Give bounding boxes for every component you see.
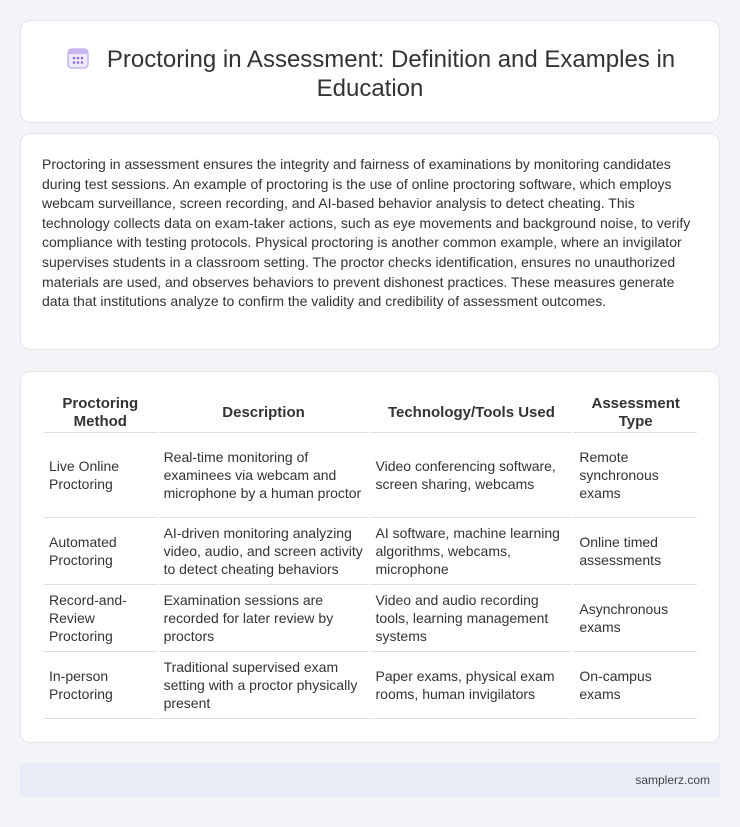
- table-cell: Record-and-Review Proctoring: [44, 585, 157, 652]
- table-cell: On-campus exams: [574, 652, 697, 719]
- table-cell: Traditional supervised exam setting with a proctor physically present: [159, 652, 369, 719]
- table-row: [44, 652, 697, 719]
- table-cell: AI software, machine learning algorithms, webcams, microphone: [371, 518, 573, 585]
- header-cell: Assessment Type: [574, 393, 697, 433]
- table-row: [44, 518, 697, 585]
- table-cell: Automated Proctoring: [44, 518, 157, 585]
- table-card: [20, 371, 720, 743]
- calendar-icon: [65, 45, 91, 71]
- page-title-text: Proctoring in Assessment: Definition and Examples in Education: [106, 46, 676, 102]
- header-cell: Technology/Tools Used: [371, 393, 573, 433]
- table-row: [44, 433, 697, 518]
- header-cell: Description: [159, 393, 369, 433]
- intro-card: [20, 133, 720, 350]
- table-cell: AI-driven monitoring analyzing video, audio, and screen activity to detect cheating behaviors: [159, 518, 369, 585]
- footer: [20, 763, 720, 797]
- table-cell: Real-time monitoring of examinees via webcam and microphone by a human proctor: [159, 433, 369, 518]
- table-cell: Online timed assessments: [574, 518, 697, 585]
- page-title: [21, 21, 719, 103]
- table-cell: In-person Proctoring: [44, 652, 157, 719]
- header-cell: Proctoring Method: [44, 393, 157, 433]
- table-cell: Live Online Proctoring: [44, 433, 157, 518]
- title-card: [20, 20, 720, 123]
- footer-brand-link[interactable]: samplerz.com: [635, 773, 710, 787]
- table-row: [44, 585, 697, 652]
- table-cell: Asynchronous exams: [574, 585, 697, 652]
- intro-paragraph: Proctoring in assessment ensures the integrity and fairness of examinations by monitoring candidates during test sessions. An example of proctoring is the use of online proctoring software, which employs webcam surveillance, screen recording, and AI-based behavior analysis to detect cheating. This technology collects data on exam-taker actions, such as eye movements and background noise, to verify compliance with testing protocols. Physical proctoring is another common example, where an invigilator supervises students in a classroom setting. The proctor checks identification, ensures no unauthorized materials are used, and observes behaviors to prevent dishonest practices. These measures generate data that institutions analyze to confirm the validity and credibility of assessment outcomes.: [42, 156, 691, 310]
- table-cell: Video and audio recording tools, learning management systems: [371, 585, 573, 652]
- table-header-row: [44, 393, 697, 433]
- table-cell: Examination sessions are recorded for later review by proctors: [159, 585, 369, 652]
- table-cell: Remote synchronous exams: [574, 433, 697, 518]
- table-cell: Paper exams, physical exam rooms, human invigilators: [371, 652, 573, 719]
- table-cell: Video conferencing software, screen sharing, webcams: [371, 433, 573, 518]
- proctoring-table: [42, 393, 699, 719]
